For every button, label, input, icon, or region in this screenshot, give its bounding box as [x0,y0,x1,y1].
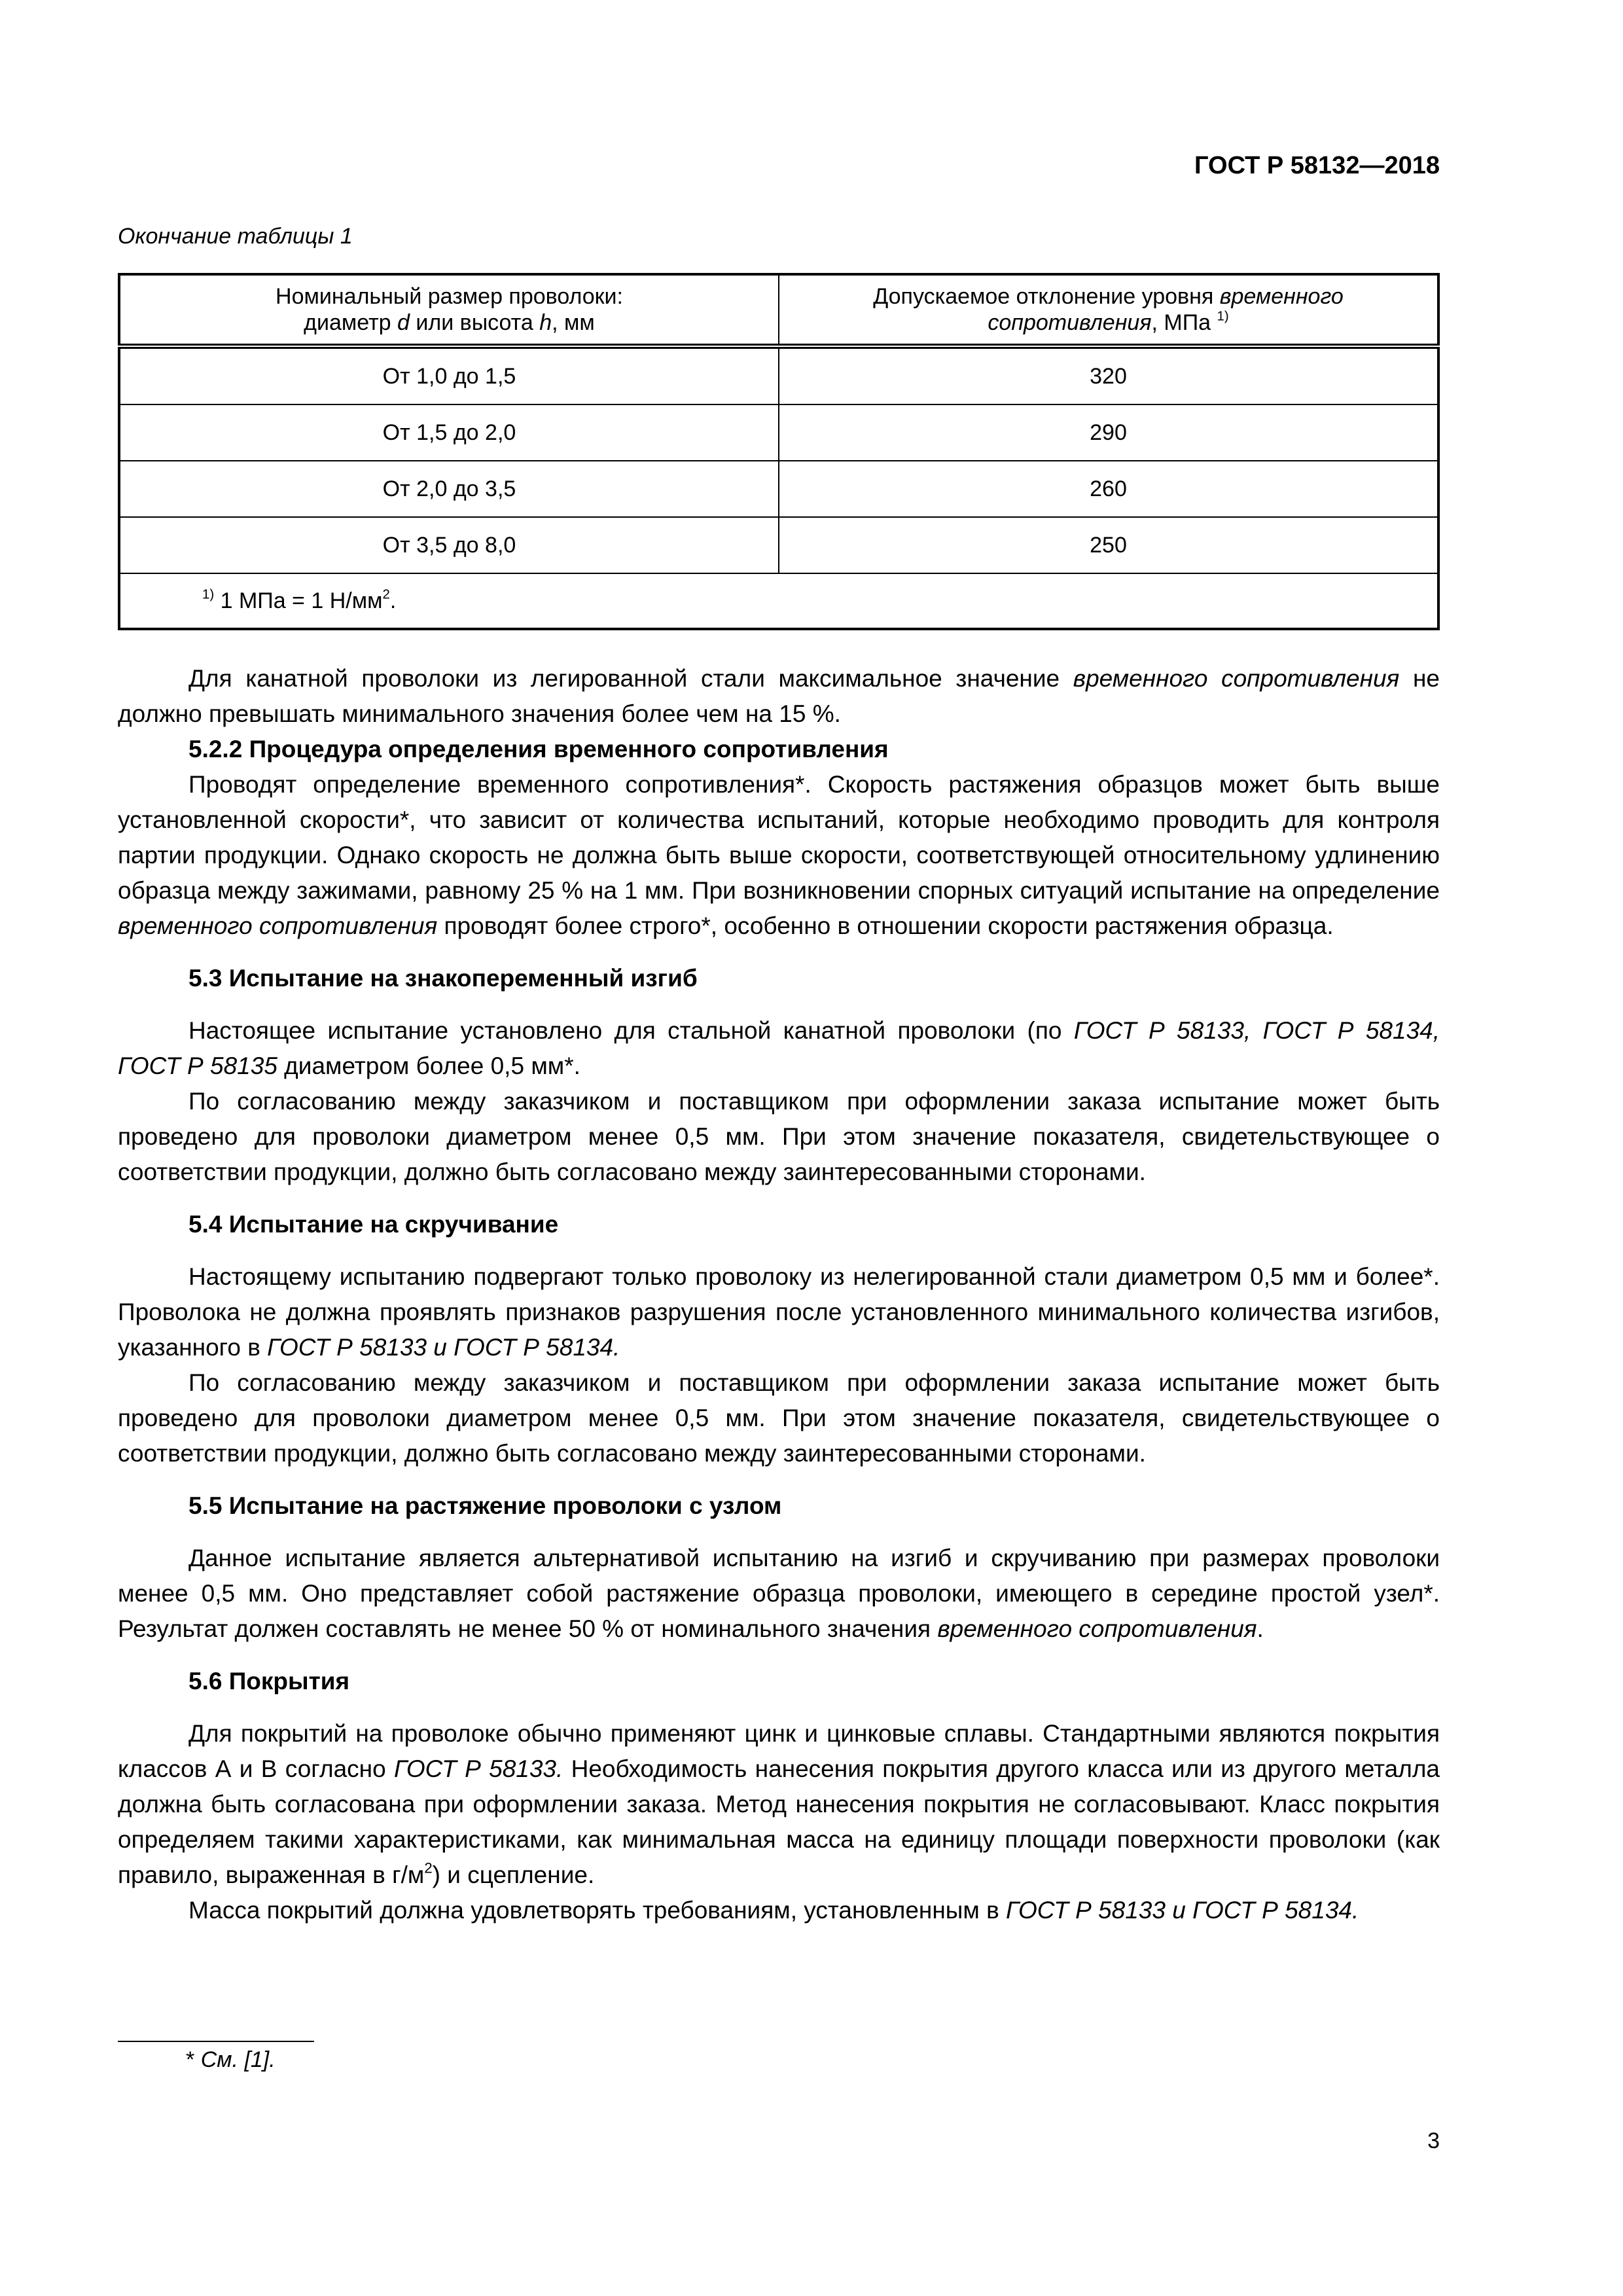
footnote-text: . [389,588,397,613]
superscript: 2 [424,1859,433,1876]
footnote-divider [118,2041,314,2042]
footnote-star: * [186,2047,201,2072]
value-cell: 250 [779,517,1438,573]
standard-reference: ГОСТ Р 58133 и ГОСТ Р 58134. [1006,1897,1359,1924]
column-header-size [119,274,779,346]
standard-reference: ГОСТ Р 58133. [394,1755,563,1782]
text: Данное испытание является альтернативой испытанию на изгиб и скручиванию при размерах проволоки менее 0,5 мм. Оно представляет собой растяжение образца проволоки, имеющего в середине простой узел*. Результат должен составлять не менее 50 % от номинального значения [118,1545,1440,1642]
paragraph [118,1259,1440,1365]
section-heading-5-2-2: 5.2.2 Процедура определения временного сопротивления [188,736,889,762]
text: ) и сцепление. [432,1861,595,1888]
table-row [119,404,1438,461]
paragraph: По согласованию между заказчиком и поставщиком при оформлении заказа испытание может быть проведено для проволоки диаметром менее 0,5 мм. При этом значение показателя, свидетельствующее о соответствии продукции, должно быть согласовано между заинтересованными сторонами. [118,1088,1440,1185]
standard-reference: ГОСТ Р 58133 и ГОСТ Р 58134. [267,1334,620,1361]
footnote-text: 1 МПа = 1 Н/мм [214,588,383,613]
text: Для покрытий на проволоке обычно применяют цинк и цинковые сплавы. Стандартными являются покрытия классов А и В согласно [118,1720,1440,1782]
table-caption: Окончание таблицы 1 [118,224,353,249]
table-footnote-row [119,573,1438,629]
text: Настоящее испытание установлено для стальной канатной проволоки (по [188,1017,1074,1044]
section-heading-5-5: 5.5 Испытание на растяжение проволоки с узлом [188,1492,782,1519]
table-row [119,461,1438,517]
text: Масса покрытий должна удовлетворять требованиям, установленным в [188,1897,1007,1924]
text: проводят более строго*, особенно в отношении скорости растяжения образца. [437,912,1334,939]
size-cell: От 2,0 до 3,5 [119,461,779,517]
header-text: Допускаемое отклонение уровня [873,284,1220,309]
term: временного сопротивления [1073,665,1400,692]
table-header-row [119,274,1438,346]
standard-reference: ГОСТ Р 58133, ГОСТ Р 58134, ГОСТ Р 58135 [118,1017,1440,1079]
paragraph [118,661,1440,732]
header-text: , мм [552,310,595,335]
table-row [119,346,1438,404]
paragraph [118,1893,1440,1928]
footnote-mark: 1) [1217,309,1229,324]
text: Необходимость нанесения покрытия другого класса или из другого металла должна быть согласована при оформлении заказа. Метод нанесения покрытия не согласовывают. Класс покрытия определяем такими характеристиками, как минимальная масса на единицу площади поверхности проволоки (как правило, выраженная в г/м [118,1755,1440,1888]
text: Настоящему испытанию подвергают только проволоку из нелегированной стали диаметром 0,5 мм и более*. Проволока не должна проявлять признаков разрушения после установленного минимального количества изгибов, указанного в [118,1263,1440,1361]
text: Для канатной проволоки из легированной стали максимальное значение [188,665,1073,692]
text: . [1257,1615,1264,1642]
text: диаметром более 0,5 мм*. [277,1052,580,1079]
paragraph [118,1013,1440,1084]
paragraph [118,1716,1440,1893]
size-cell: От 1,5 до 2,0 [119,404,779,461]
header-text: временного [1219,284,1344,309]
term: временного сопротивления [937,1615,1257,1642]
size-cell: От 3,5 до 8,0 [119,517,779,573]
tolerance-table [118,273,1440,630]
value-cell: 290 [779,404,1438,461]
paragraph: По согласованию между заказчиком и поставщиком при оформлении заказа испытание может быть проведено для проволоки диаметром менее 0,5 мм. При этом значение показателя, свидетельствующее о соответствии продукции, должно быть согласовано между заинтересованными сторонами. [118,1369,1440,1467]
header-text: или высота [409,310,540,335]
header-text: Номинальный размер проволоки: [276,284,623,309]
text: не должно превышать минимального значения более чем на 15 %. [118,665,1440,727]
header-text: , МПа [1151,310,1217,335]
value-cell: 260 [779,461,1438,517]
document-designation: ГОСТ Р 58132—2018 [1194,152,1440,179]
header-text: h [539,310,552,335]
table-row [119,517,1438,573]
body-text [118,661,1440,1928]
section-heading-5-6: 5.6 Покрытия [188,1668,350,1695]
value-cell: 320 [779,346,1438,404]
term: временного сопротивления [118,912,438,939]
page-footnote [186,2047,276,2073]
table-footnote [119,573,1438,629]
header-text: сопротивления [988,310,1152,335]
header-text: диаметр [304,310,397,335]
section-heading-5-4: 5.4 Испытание на скручивание [188,1211,559,1238]
section-heading-5-3: 5.3 Испытание на знакопеременный изгиб [188,965,698,992]
header-text: d [397,310,410,335]
column-header-tolerance [779,274,1438,346]
superscript: 2 [382,587,390,602]
footnote-reference: См. [1]. [200,2047,276,2072]
paragraph [118,767,1440,944]
size-cell: От 1,0 до 1,5 [119,346,779,404]
footnote-mark: 1) [202,587,215,602]
text: Проводят определение временного сопротивления*. Скорость растяжения образцов может быть выше установленной скорости*, что зависит от количества испытаний, которые необходимо проводить для контроля партии продукции. Однако скорость не должна быть выше скорости, соответствующей относительному удлинению образца между зажимами, равному 25 % на 1 мм. При возникновении спорных ситуаций испытание на определение [118,771,1440,904]
paragraph [118,1541,1440,1647]
page-number: 3 [1427,2128,1440,2153]
